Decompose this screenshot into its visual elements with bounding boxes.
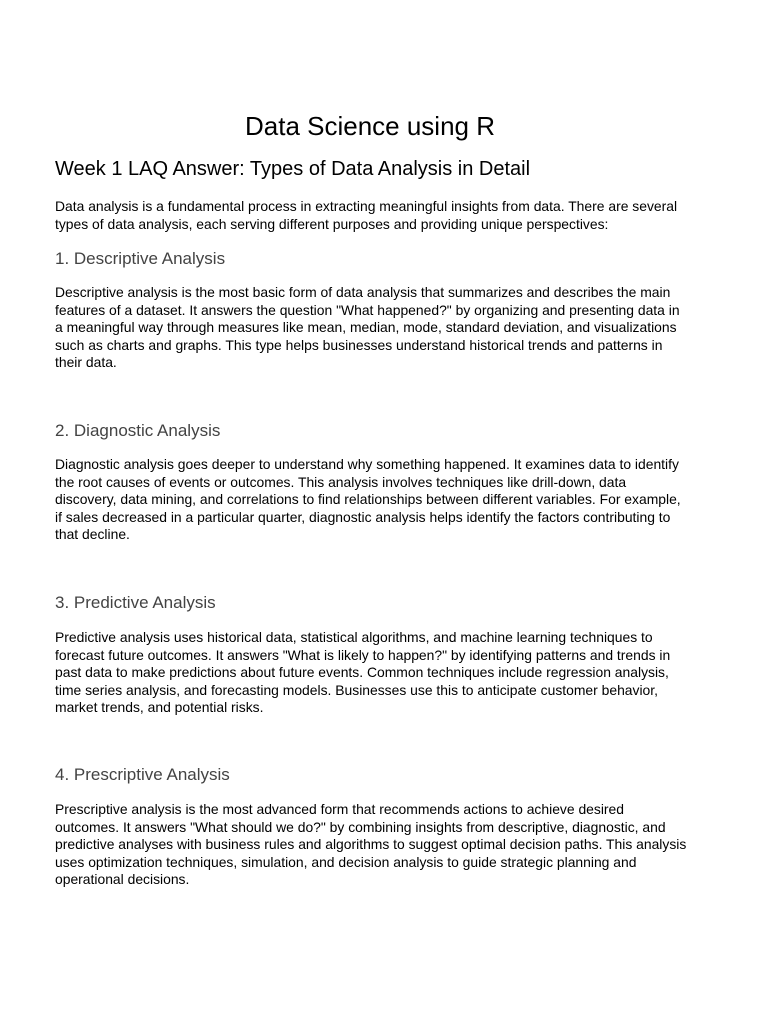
section-body-predictive: Predictive analysis uses historical data, statistical algorithms, and machine learning techniques to forecast future outcomes. It answers "What is likely to happen?" by identifying patterns and trends in past data to make predictions about future events. Common techniques include regression analysis, time series analysis, and forecasting models. Businesses use this to anticipate customer behavior, market trends, and potential risks. bbox=[55, 629, 671, 716]
section-heading-diagnostic: 2. Diagnostic Analysis bbox=[55, 421, 221, 440]
section-heading-descriptive: 1. Descriptive Analysis bbox=[55, 249, 226, 268]
section-body-diagnostic: Diagnostic analysis goes deeper to understand why something happened. It examines data to identify the root causes of events or outcomes. This analysis involves techniques like drill-down, data discovery, data mining, and correlations to find relationships between different variables. For example, if sales decreased in a particular quarter, diagnostic analysis helps identify the factors contributing to that decline. bbox=[55, 456, 681, 543]
section-body-prescriptive: Prescriptive analysis is the most advanced form that recommends actions to achieve desired outcomes. It answers "What should we do?" by combining insights from descriptive, diagnostic, and predictive analyses with business rules and algorithms to suggest optimal decision paths. This analysis uses optimization techniques, simulation, and decision analysis to guide strategic planning and operational decisions. bbox=[55, 801, 687, 888]
section-body-descriptive: Descriptive analysis is the most basic form of data analysis that summarizes and describes the main features of a dataset. It answers the question "What happened?" by organizing and presenting data in a meaningful way through measures like mean, median, mode, standard deviation, and visualizations such as charts and graphs. This type helps businesses understand historical trends and patterns in their data. bbox=[55, 284, 680, 371]
intro-paragraph: Data analysis is a fundamental process in extracting meaningful insights from data. There are several types of data analysis, each serving different purposes and providing unique perspectives: bbox=[55, 198, 678, 232]
section-heading-prescriptive: 4. Prescriptive Analysis bbox=[55, 765, 230, 784]
section-heading-predictive: 3. Predictive Analysis bbox=[55, 593, 216, 612]
document-title: Data Science using R bbox=[244, 111, 496, 141]
document-subtitle: Week 1 LAQ Answer: Types of Data Analysis in Detail bbox=[55, 158, 531, 180]
